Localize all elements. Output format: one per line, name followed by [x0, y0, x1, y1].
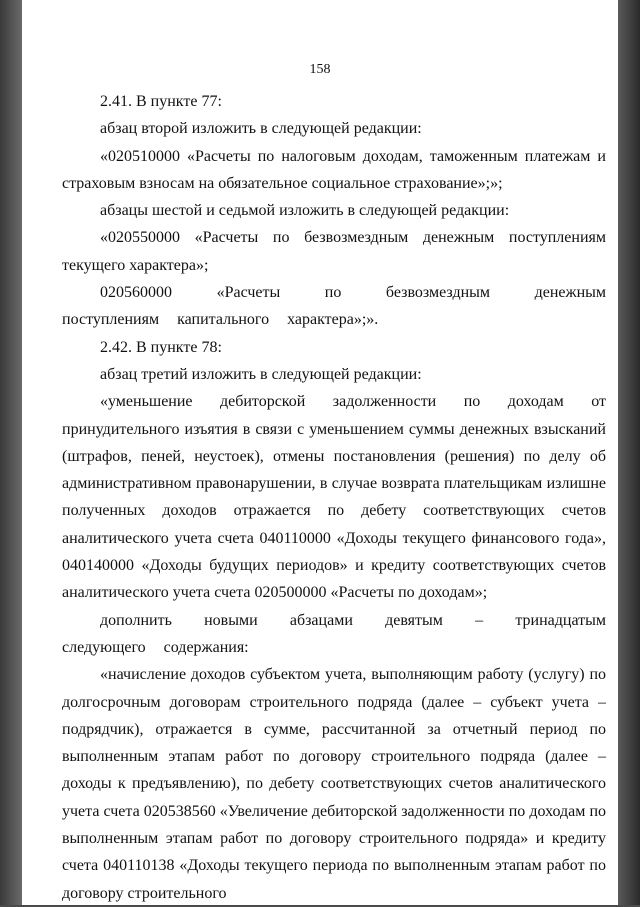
paragraph-020550000: «020550000 «Расчеты по безвозмездным денежным поступлениям текущего характера»;: [62, 229, 606, 274]
scan-edge-right: [618, 0, 640, 905]
document-body: [62, 88, 606, 907]
page-number: 158: [309, 62, 331, 77]
paragraph-nachislenie: «начисление доходов субъектом учета, выполняющим работу (услугу) по долгосрочным договорам строительного подряда (далее – субъект учета – подрядчик), отражается в сумме, рассчитанной за отчетный период по выполненным этапам работ по договору строительного подряда (далее – доходы к предъявлению), по дебету соответствующих счетов аналитического учета счета 020538560 «Увеличение дебиторской задолженности по доходам по выполненным этапам работ по договору строительного подряда» и кредиту счета 040110138 «Доходы текущего периода по выполненным этапам работ по договору строительного: [62, 666, 606, 902]
paragraph-2-42: 2.42. В пункте 78:: [100, 338, 222, 356]
paragraph-dopolnit: дополнить новыми абзацами девятым – тринадцатым следующего содержания:: [62, 611, 606, 656]
paragraph-020560000: 020560000 «Расчеты по безвозмездным денежным поступлениям капитального характера»;».: [62, 284, 606, 329]
paragraph-abzacy-shestoy: абзацы шестой и седьмой изложить в следующей редакции:: [100, 202, 510, 220]
paragraph-abzac-vtoroy: абзац второй изложить в следующей редакции:: [100, 120, 422, 138]
paragraph-abzac-tretiy: абзац третий изложить в следующей редакции:: [100, 365, 422, 383]
paragraph-2-41: 2.41. В пункте 77:: [100, 93, 222, 110]
paragraph-020510000: «020510000 «Расчеты по налоговым доходам, таможенным платежам и страховым взносам на обязательное социальное страхование»;»;: [62, 147, 606, 192]
scan-edge-left: [0, 0, 22, 905]
paragraph-umenshenie: «уменьшение дебиторской задолженности по доходам от принудительного изъятия в связи с уменьшением суммы денежных взысканий (штрафов, пеней, неустоек), отмены постановления (решения) по делу об административном правонарушении, в случае возврата плательщикам излишне полученных доходов отражается по дебету соответствующих счетов аналитического учета счета 040110000 «Доходы текущего финансового года», 040140000 «Доходы будущих периодов» и кредиту соответствующих счетов аналитического учета счета 020500000 «Расчеты по доходам»;: [62, 393, 606, 602]
